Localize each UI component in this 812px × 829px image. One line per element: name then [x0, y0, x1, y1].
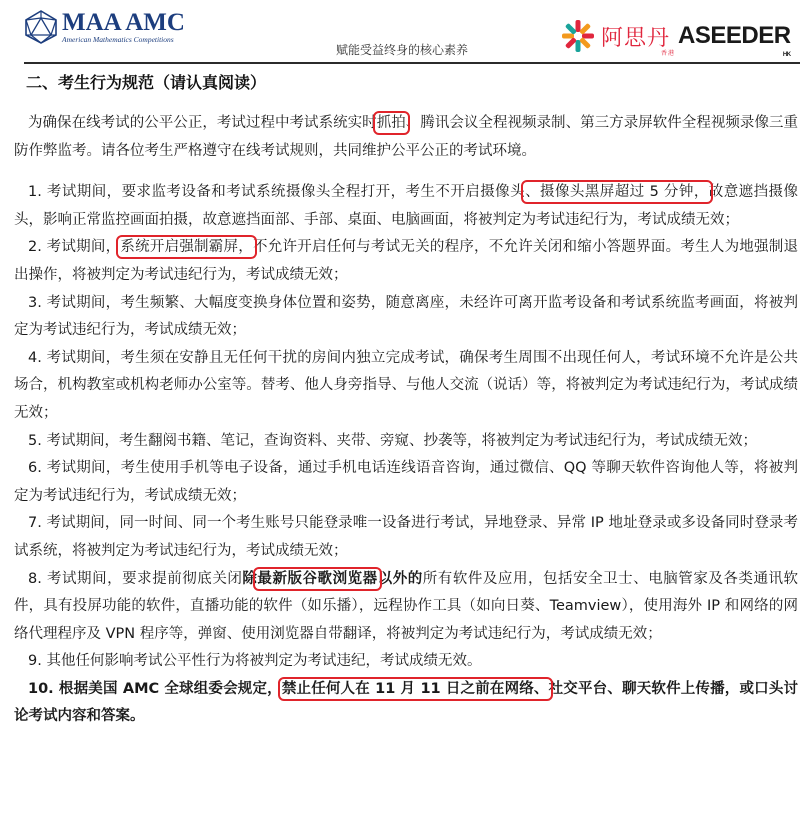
- rule-item-8: [14, 566, 798, 649]
- rule-text: 1. 考试期间，要求监考设备和考试系统摄像头全程打开，考生不开启摄像头: [28, 184, 526, 201]
- rule-item-5: 5. 考试期间，考生翻阅书籍、笔记，查询资料、夹带、旁窥、抄袭等，将被判定为考试违纪行为，考试成绩无效；: [28, 432, 757, 449]
- icosahedron-icon: [24, 10, 58, 44]
- rule-item-6: 6. 考试期间，考生使用手机等电子设备，通过手机电话连线语音咨询，通过微信、QQ 等聊天软件咨询他人等，将被判定为考试违纪行为，考试成绩无效；: [14, 460, 798, 504]
- maa-amc-subtitle: American Mathematics Competitions: [62, 35, 174, 44]
- rule-item-1: [14, 179, 798, 234]
- rule-text: 10. 根据美国 AMC 全球组委会规定，: [28, 680, 282, 697]
- header-slogan: 赋能受益终身的核心素养: [336, 43, 469, 57]
- page-header: [0, 0, 812, 62]
- intro-text-after: 、腾讯会议全程视频录制、第三方录屏软件全程视频录像三重防作弊监考。请各位考生严格遵守在线考试规则，共同维护公平公正的考试环境。: [14, 115, 799, 159]
- intro-highlight: 抓拍: [376, 115, 406, 131]
- rule-item-3: 3. 考试期间，考生频繁、大幅度变换身体位置和姿势，随意离座，未经许可离开监考设备和考试系统监考画面，将被判定为考试违纪行为，考试成绩无效；: [14, 294, 798, 339]
- rule-item-2: [14, 234, 798, 289]
- rule-text: 2. 考试期间，: [28, 239, 121, 256]
- aseeder-english-name: ASEEDER: [678, 22, 791, 49]
- header-divider: [24, 62, 800, 64]
- aseeder-burst-icon: [561, 19, 595, 53]
- rule-highlight: 最新版谷歌浏览器: [257, 570, 378, 587]
- rule-highlight: 、摄像头黑屏超过 5 分钟，: [525, 184, 709, 201]
- rule-item-4: 4. 考试期间，考生须在安静且无任何干扰的房间内独立完成考试，确保考生周围不出现任何人，考试环境不允许是公共场合，机构教室或机构老师办公室等。替考、他人身旁指导、与他人交流（说话）等，将被判定为考试违纪行为，考试成绩无效；: [14, 349, 798, 421]
- rule-text: 社交平台、聊天软件上传播，或口头讨论考试内容和答案。: [14, 680, 799, 725]
- rule-text: 8. 考试期间，要求提前彻底关闭: [28, 570, 243, 587]
- intro-text-before: 为确保在线考试的公平公正，考试过程中考试系统实时: [28, 115, 377, 131]
- rule-bold-text: 除: [242, 570, 258, 587]
- aseeder-logo: [561, 14, 791, 58]
- rule-text: 不允许开启任何与考试无关的程序，不允许关闭和缩小答题界面。考生人为地强制退出操作，将被判定为考试违纪行为，考试成绩无效；: [14, 239, 799, 283]
- rule-bold-text: 以外的: [377, 570, 423, 587]
- maa-amc-title: MAA AMC: [62, 9, 185, 36]
- section-title: 二、考生行为规范（请认真阅读）: [26, 73, 267, 92]
- aseeder-english-region: HK: [782, 52, 791, 58]
- rule-item-7: 7. 考试期间，同一时间、同一个考生账号只能登录唯一设备进行考试，异地登录、异常 IP 地址登录或多设备同时登录考试系统，将被判定为考试违纪行为，考试成绩无效；: [14, 515, 798, 559]
- rule-text: 故意遮挡摄像头，影响正常监控画面拍摄，故意遮挡面部、手部、桌面、电脑画面，将被判定为考试违纪行为，考试成绩无效；: [14, 184, 798, 228]
- rule-highlight: 禁止任何人在 11 月 11 日之前在网络、: [281, 680, 549, 697]
- maa-amc-logo: [24, 10, 185, 54]
- intro-paragraph: [14, 110, 798, 165]
- aseeder-chinese-name: 阿思丹: [601, 25, 671, 51]
- document-body: [14, 110, 798, 731]
- rule-item-10: [14, 676, 798, 731]
- rule-highlight: 系统开启强制霸屏，: [120, 239, 254, 256]
- aseeder-chinese-region: 香港: [661, 49, 676, 57]
- rule-text: 所有软件及应用，包括安全卫士、电脑管家及各类通讯软件，具有投屏功能的软件，直播功能的软件（如乐播），远程协作工具（如向日葵、Teamview），使用海外 IP 和网络的网络代理程序及 VPN 程序等，弹窗、使用浏览器自带翻译，将被判定为考试违纪行为，考试成绩无效；: [14, 570, 799, 642]
- rule-item-9: 9. 其他任何影响考试公平性行为将被判定为考试违纪，考试成绩无效。: [28, 653, 482, 670]
